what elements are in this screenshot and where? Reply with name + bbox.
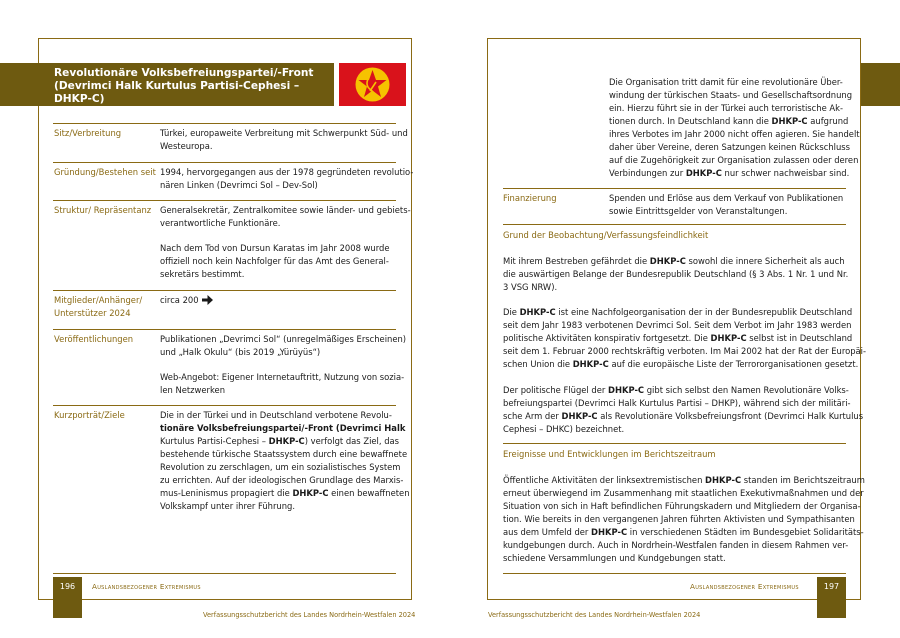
row-value-gruendung-2: nären Linken (Devrimci Sol – Dev-Sol) <box>160 180 318 190</box>
row-value-struktur-1: Generalsekretär, Zentralkomitee sowie länder- und gebiets- <box>160 205 411 215</box>
row-value-kurz-8: Volkskampf unter ihrer Führung. <box>160 501 295 511</box>
intro-line: windung der türkischen Staats- und Gesellschaftsordnung <box>609 90 853 100</box>
para4-line: aus dem Umfeld der DHKP-C in verschiedenen Städten im Bundesgebiet Solidaritäts- <box>503 527 864 537</box>
para2-line: seit dem Jahr 1983 verbotenen Devrimci Sol. Seit dem Verbot im Jahr 1983 werden <box>503 320 852 330</box>
section-rule <box>503 443 846 444</box>
row-value-veroeff-4: len Netzwerken <box>160 385 226 395</box>
row-value-struktur-2: verantwortliche Funktionäre. <box>160 218 281 228</box>
row-label-mitglieder-1: Mitglieder/Anhänger/ <box>54 295 143 305</box>
row-label-kurzportraet: Kurzporträt/Ziele <box>54 410 125 420</box>
para4-line: Situation von sich in Haft befindlichen Führungskadern und Mitgliedern der Organisa- <box>503 501 861 511</box>
row-label-sitz: Sitz/Verbreitung <box>54 128 122 138</box>
intro-line: auf die Zugehörigkeit zur Organisation zulassen oder deren <box>609 155 859 165</box>
para4-line: kundgebungen durch. Auch in Nordrhein-Westfalen fanden in diesem Rahmen ver- <box>503 540 849 550</box>
section-rule <box>503 224 846 225</box>
intro-line: Verbindungen zur DHKP-C nur schwer nachweisbar sind. <box>609 168 850 178</box>
para2-line: Die DHKP-C ist eine Nachfolgeorganisation der in der Bundesrepublik Deutschland <box>503 307 853 317</box>
row-value-veroeff-1: Publikationen „Devrimci Sol“ (unregelmäßiges Erscheinen) <box>160 334 407 344</box>
left-footer-tab <box>53 597 82 618</box>
table-row <box>53 162 396 163</box>
left-bottom-rule <box>53 573 396 574</box>
table-row <box>53 200 396 201</box>
section-heading-beobachtung: Grund der Beobachtung/Verfassungsfeindlichkeit <box>503 230 709 240</box>
row-value-mitglieder: circa 200 <box>160 295 199 305</box>
intro-line: Die Organisation tritt damit für eine revolutionäre Über- <box>609 77 843 87</box>
table-row <box>53 290 396 291</box>
para3-line: sche Arm der DHKP-C als Revolutionäre Volksbefreiungsfront (Devrimci Halk Kurtulus <box>503 411 864 421</box>
table-row <box>53 123 396 124</box>
row-value-kurz-6: zu errichten. Auf der ideologischen Grundlage des Marxis- <box>160 475 404 485</box>
row-value-kurz-2: tionäre Volksbefreiungspartei/-Front (Devrimci Halk <box>160 423 406 433</box>
row-value-sitz-1: Türkei, europaweite Verbreitung mit Schwerpunkt Süd- und <box>160 128 408 138</box>
right-edge-tab <box>861 63 900 106</box>
para3-line: Cephesi – DHKC) bezeichnet. <box>503 424 625 434</box>
row-label-finanzierung: Finanzierung <box>503 193 557 203</box>
row-value-struktur-3: Nach dem Tod von Dursun Karatas im Jahr 2008 wurde <box>160 243 390 253</box>
row-value-gruendung-1: 1994, hervorgegangen aus der 1978 gegründeten revolutio- <box>160 167 414 177</box>
row-label-struktur: Struktur/ Repräsentanz <box>54 205 152 215</box>
section-heading-ereignisse: Ereignisse und Entwicklungen im Berichtszeitraum <box>503 449 716 459</box>
row-value-sitz-2: Westeuropa. <box>160 141 213 151</box>
row-value-kurz-7: mus-Leninismus propagiert die DHKP-C einen bewaffneten <box>160 488 410 498</box>
row-label-veroeffentlichungen: Veröffentlichungen <box>54 334 134 344</box>
para3-line: befreiungspartei (Devrimci Halk Kurtulus Partisi – DHKP), während sich der militäri- <box>503 398 851 408</box>
row-value-kurz-5: Revolution zu zerschlagen, um ein sozialistisches System <box>160 462 401 472</box>
table-row <box>53 329 396 330</box>
para1-line: die auswärtigen Belange der Bundesrepublik Deutschland (§ 3 Abs. 1 Nr. 1 und Nr. <box>503 269 849 279</box>
para2-line: politische Aktivitäten konspirativ fortgesetzt. Die DHKP-C selbst ist in Deutschland <box>503 333 853 343</box>
row-value-struktur-5: sekretärs bestimmt. <box>160 269 245 279</box>
row-label-gruendung: Gründung/Bestehen seit <box>54 167 156 177</box>
row-label-mitglieder-2: Unterstützer 2024 <box>54 308 131 318</box>
intro-line: daher über Vereine, deren Satzungen keinen Rückschluss <box>609 142 850 152</box>
intro-line: ein. Hierzu führt sie in der Türkei auch terroristische Ak- <box>609 103 844 113</box>
right-footer-tab <box>817 597 846 618</box>
row-value-kurz-3: Kurtulus Partisi-Cephesi – DHKP-C) verfolgt das Ziel, das <box>160 436 400 446</box>
star-emblem-icon <box>339 63 406 106</box>
section-label-left: Auslandsbezogener Extremismus <box>92 582 201 591</box>
para4-line: erneut überwiegend im Zusammenhang mit staatlichen Exekutivmaßnahmen und der <box>503 488 864 498</box>
arrow-right-icon <box>202 295 213 305</box>
para2-line: schen Union die DHKP-C auf die europäische Liste der Terrororganisationen gesetzt. <box>503 359 859 369</box>
row-value-finanzierung-1: Spenden und Erlöse aus dem Verkauf von Publikationen <box>609 193 844 203</box>
para1-line: 3 VSG NRW). <box>503 282 558 292</box>
row-value-veroeff-3: Web-Angebot: Eigener Internetauftritt, Nutzung von sozia- <box>160 372 405 382</box>
para4-line: Öffentliche Aktivitäten der linksextremistischen DHKP-C standen im Berichtszeitraum <box>503 475 865 485</box>
table-row <box>503 188 846 189</box>
section-label-right: Auslandsbezogener Extremismus <box>690 582 799 591</box>
table-row <box>53 405 396 406</box>
intro-line: tionen durch. In Deutschland kann die DHKP-C aufgrund <box>609 116 849 126</box>
row-value-struktur-4: offiziell noch kein Nachfolger für das Amt des General- <box>160 256 389 266</box>
row-value-kurz-4: bestehende türkische Staatssystem durch eine bewaffnete <box>160 449 408 459</box>
para2-line: seit dem 1. Februar 2000 rechtskräftig verboten. Im Mai 2002 hat der Rat der Europäi- <box>503 346 867 356</box>
row-value-veroeff-2: und „Halk Okulu“ (bis 2019 „Yürüyüs“) <box>160 347 321 357</box>
para3-line: Der politische Flügel der DHKP-C gibt sich selbst den Namen Revolutionäre Volks- <box>503 385 849 395</box>
page-number-left: 196 <box>53 577 82 597</box>
intro-line: ihres Verbotes im Jahr 2000 nicht offen agieren. Sie handelt <box>609 129 860 139</box>
row-value-kurz-1: Die in der Türkei und in Deutschland verbotene Revolu- <box>160 410 392 420</box>
para4-line: tion. Wie bereits in den vergangenen Jahren führten Aktivisten und Sympathisanten <box>503 514 855 524</box>
footer-left: Verfassungsschutzbericht des Landes Nordrhein-Westfalen 2024 <box>203 611 416 619</box>
page-number-right: 197 <box>817 577 846 597</box>
para1-line: Mit ihrem Bestreben gefährdet die DHKP-C sowohl die innere Sicherheit als auch <box>503 256 845 266</box>
row-value-finanzierung-2: sowie Eintrittsgelder von Veranstaltungen. <box>609 206 788 216</box>
para4-line: schiedene Versammlungen und Kundgebungen statt. <box>503 553 726 563</box>
dhkp-c-flag <box>339 63 406 106</box>
footer-right: Verfassungsschutzbericht des Landes Nordrhein-Westfalen 2024 <box>488 611 701 619</box>
right-bottom-rule <box>503 573 846 574</box>
page-title: Revolutionäre Volksbefreiungspartei/-Front (Devrimci Halk Kurtulus Partisi-Cephesi – DHKP-C) <box>54 67 314 105</box>
